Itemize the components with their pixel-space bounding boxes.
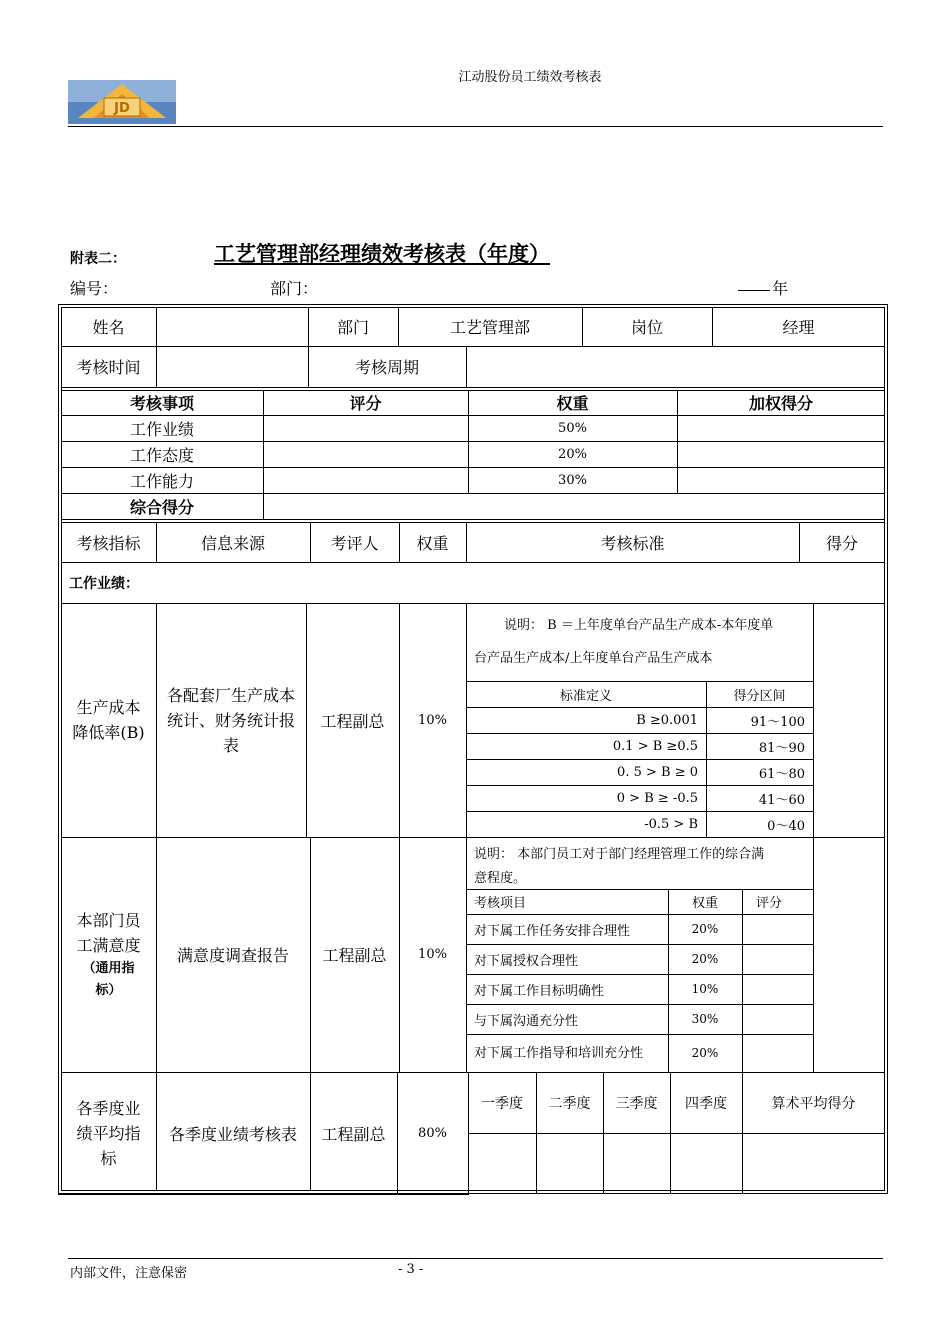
- appendix-label: 附表二：: [70, 251, 126, 267]
- kpi3-name: 各季度业绩平均指标: [76, 1098, 141, 1168]
- total-value[interactable]: [263, 493, 885, 519]
- cycle-label: 考核周期: [354, 358, 419, 377]
- ind-header-weight: 权重: [416, 533, 449, 553]
- kpi1-evaluator: 工程副总: [320, 711, 385, 731]
- section-performance: 工作业绩：: [69, 575, 139, 592]
- dept-label: 部门：: [270, 279, 319, 298]
- kpi1-source: 各配套厂生产成本统计、财务统计报表: [166, 685, 295, 755]
- ind-header-indicator: 考核指标: [76, 533, 141, 553]
- quarter-4-score[interactable]: [670, 1133, 742, 1191]
- kpi2-item-weight: 20%: [691, 922, 719, 936]
- kpi1-std: 0.1 > B ≥0.5: [612, 738, 698, 754]
- kpi1-std: 0 > B ≥ -0.5: [616, 790, 698, 806]
- kpi3-source: 各季度业绩考核表: [168, 1124, 297, 1144]
- quarter-3-score[interactable]: [603, 1133, 670, 1191]
- summary-weight: 30%: [558, 472, 587, 488]
- kpi2-note-line1: 说明： 本部门员工对于部门经理管理工作的综合满: [474, 846, 765, 862]
- kpi2-item-weight: 20%: [691, 952, 719, 966]
- time-label: 考核时间: [76, 358, 141, 377]
- footer-confidential: 内部文件，注意保密: [70, 1266, 188, 1281]
- summary-weight: 20%: [558, 446, 587, 462]
- ind-header-standard: 考核标准: [600, 533, 665, 553]
- quarter-2-header: 二季度: [548, 1095, 591, 1112]
- summary-score[interactable]: [263, 441, 468, 467]
- dept-value: 工艺管理部: [449, 318, 530, 337]
- footer-divider: [68, 1258, 883, 1259]
- kpi1-std-header: 标准定义: [559, 688, 612, 704]
- kpi2-name-note2: 标）: [95, 982, 122, 998]
- kpi1-note-line2: 台产品生产成本/上年度单台产品生产成本: [474, 650, 713, 666]
- kpi2-item: 对下属工作任务安排合理性: [474, 923, 631, 939]
- kpi2-item-weight: 10%: [691, 982, 719, 996]
- ind-header-source: 信息来源: [200, 533, 265, 553]
- kpi2-item: 对下属工作指导和培训充分性: [474, 1045, 644, 1061]
- year-label: 年: [772, 279, 789, 298]
- kpi2-name: [61, 837, 156, 1072]
- kpi2-source: 满意度调查报告: [176, 946, 289, 965]
- summary-weighted[interactable]: [677, 441, 885, 467]
- summary-header-weighted: 加权得分: [748, 394, 813, 413]
- summary-score[interactable]: [263, 467, 468, 493]
- kpi1-range: 91～100: [750, 714, 805, 730]
- summary-header-weight: 权重: [556, 394, 589, 413]
- page-title: 工艺管理部经理绩效考核表（年度）: [214, 241, 550, 266]
- kpi3-evaluator: 工程副总: [321, 1124, 386, 1144]
- kpi2-name-line2: 工满意度: [76, 935, 141, 955]
- logo-text: JD: [114, 101, 130, 116]
- number-label: 编号：: [70, 279, 119, 298]
- time-value[interactable]: [156, 346, 308, 387]
- quarter-4-header: 四季度: [685, 1095, 727, 1112]
- kpi1-score[interactable]: [813, 603, 885, 837]
- kpi2-evaluator: 工程副总: [322, 946, 387, 965]
- cycle-value[interactable]: [466, 346, 885, 387]
- post-value: 经理: [782, 318, 815, 337]
- kpi2-note-line2: 意程度。: [474, 870, 527, 886]
- kpi2-item-header: 考核项目: [474, 896, 527, 911]
- kpi2-item-score[interactable]: [742, 914, 813, 944]
- kpi2-item-score[interactable]: [742, 1034, 813, 1072]
- kpi2-item-score[interactable]: [742, 1004, 813, 1034]
- kpi1-name: 生产成本降低率(B): [72, 698, 145, 742]
- total-label: 综合得分: [129, 497, 194, 517]
- kpi2-item-weight: 20%: [691, 1046, 719, 1060]
- kpi1-std: -0.5 > B: [644, 816, 698, 832]
- kpi2-weight-header: 权重: [691, 896, 718, 911]
- kpi2-item: 与下属沟通充分性: [474, 1013, 579, 1029]
- kpi1-range: 0～40: [767, 818, 805, 834]
- kpi2-item: 对下属工作目标明确性: [474, 983, 605, 999]
- name-value[interactable]: [156, 307, 308, 346]
- average-score[interactable]: [742, 1133, 885, 1191]
- kpi1-note-line1: 说明： B ＝上年度单台产品生产成本-本年度单: [504, 617, 774, 633]
- header-title: 江动股份员工绩效考核表: [458, 70, 602, 85]
- kpi1-range: 81～90: [758, 740, 805, 756]
- kpi2-name-line1: 本部门员: [76, 910, 141, 930]
- dept-cell-label: 部门: [336, 318, 369, 337]
- average-score-header: 算术平均得分: [771, 1095, 856, 1112]
- quarter-1-header: 一季度: [481, 1095, 523, 1112]
- kpi2-item: 对下属授权合理性: [474, 953, 579, 969]
- name-label: 姓名: [92, 318, 125, 337]
- quarter-1-score[interactable]: [468, 1133, 536, 1191]
- ind-header-evaluator: 考评人: [330, 533, 379, 553]
- summary-header-score: 评分: [349, 394, 382, 413]
- kpi1-range: 41～60: [758, 792, 805, 808]
- kpi1-std: 0. 5 > B ≥ 0: [617, 764, 698, 780]
- kpi1-weight: 10%: [418, 712, 447, 728]
- summary-header-item: 考核事项: [129, 394, 194, 413]
- kpi1-range: 61～80: [758, 766, 805, 782]
- summary-item: 工作业绩: [129, 419, 194, 439]
- kpi2-weight: 10%: [418, 947, 447, 962]
- kpi2-score-header: 评分: [756, 896, 783, 911]
- summary-weighted[interactable]: [677, 415, 885, 441]
- summary-item: 工作能力: [129, 471, 194, 491]
- kpi3-weight: 80%: [418, 1125, 447, 1141]
- quarter-2-score[interactable]: [536, 1133, 603, 1191]
- quarter-3-header: 三季度: [615, 1095, 658, 1112]
- summary-weighted[interactable]: [677, 467, 885, 493]
- kpi2-score[interactable]: [813, 837, 885, 1072]
- page-number: - 3 -: [398, 1262, 424, 1277]
- summary-item: 工作态度: [129, 445, 194, 465]
- kpi2-item-weight: 30%: [691, 1012, 719, 1026]
- ind-header-score: 得分: [825, 533, 858, 553]
- kpi1-std: B ≥0.001: [636, 712, 698, 728]
- kpi1-range-header: 得分区间: [733, 688, 786, 704]
- kpi2-name-note1: （通用指: [82, 960, 135, 976]
- kpi2-item-score[interactable]: [742, 944, 813, 974]
- summary-score[interactable]: [263, 415, 468, 441]
- post-label: 岗位: [630, 318, 663, 337]
- summary-weight: 50%: [558, 420, 587, 436]
- kpi2-item-score[interactable]: [742, 974, 813, 1004]
